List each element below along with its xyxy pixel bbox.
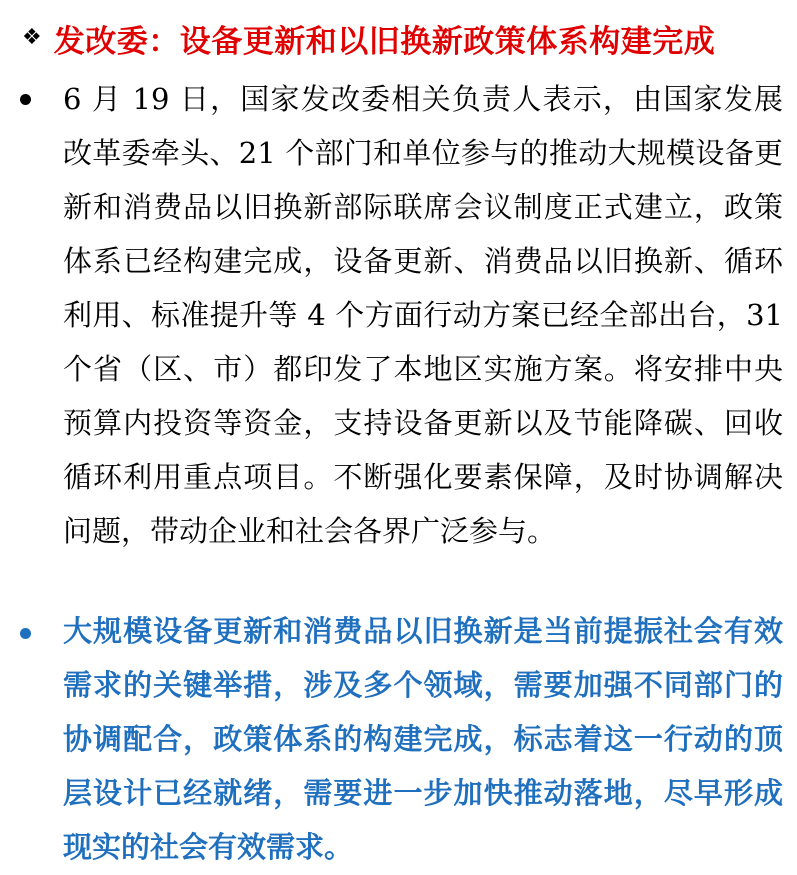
bullet-text-1: 6 月 19 日，国家发改委相关负责人表示，由国家发展改革委牵头、21 个部门和单位参与的推动大规模设备更新和消费品以旧换新部际联席会议制度正式建立，政策体系已经构建完成，设备更新、消费品以旧换新、循环利用、标准提升等 4 个方面行动方案已经全部出台，31 个省（区、市）都印发了本地区实施方案。将安排中央预算内投资等资金，支持设备更新以及节能降碳、回收循环利用重点项目。不断强化要素保障，及时协调解决问题，带动企业和社会各界广泛参与。 bbox=[63, 82, 783, 548]
section-title: 发改委：设备更新和以旧换新政策体系构建完成 bbox=[53, 23, 716, 60]
bullet-text-2: 大规模设备更新和消费品以旧换新是当前提振社会有效需求的关键举措，涉及多个领域，需要加强不同部门的协调配合，政策体系的构建完成，标志着这一行动的顶层设计已经就绪，需要进一步加快推动落地，尽早形成现实的社会有效需求。 bbox=[63, 614, 783, 864]
bullet-item-2 bbox=[0, 610, 797, 870]
diamond-bullet-icon: ❖ bbox=[22, 25, 42, 50]
bullet-item-1 bbox=[0, 76, 797, 596]
section-header bbox=[22, 16, 792, 60]
bullet-dot-icon bbox=[20, 94, 31, 105]
bullet-dot-icon bbox=[20, 628, 31, 639]
